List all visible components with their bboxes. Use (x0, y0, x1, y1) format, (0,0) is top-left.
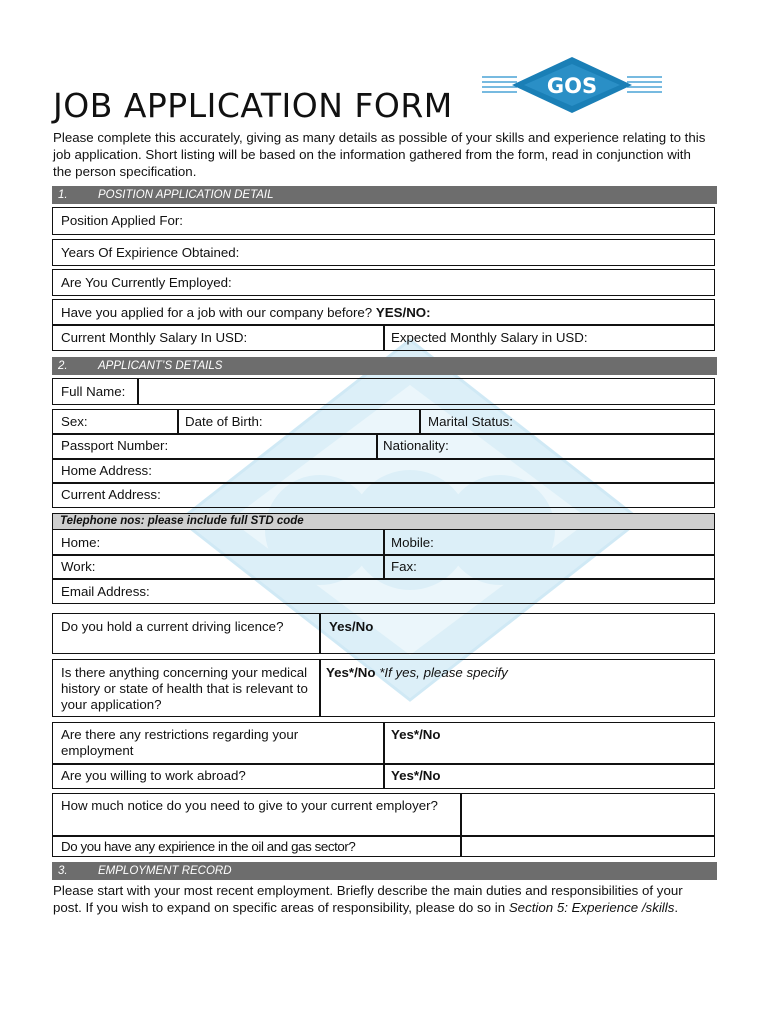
home-phone-label[interactable]: Home: (61, 535, 101, 550)
section-1-header (52, 186, 717, 204)
section-number: 3. (58, 865, 68, 877)
abroad-question: Are you willing to work abroad? (61, 768, 246, 783)
applied-before-label: Have you applied for a job with our company before? (61, 305, 373, 320)
abroad-answer[interactable]: Yes*/No (391, 768, 441, 783)
page-title: JOB APPLICATION FORM (53, 86, 453, 125)
mobile-phone-label[interactable]: Mobile: (391, 535, 434, 550)
dob-label[interactable]: Date of Birth: (185, 414, 263, 429)
divider (383, 529, 385, 578)
gos-logo (482, 55, 662, 117)
divider (319, 659, 321, 717)
divider (419, 409, 421, 433)
divider (52, 578, 715, 580)
section-2-header (52, 357, 717, 375)
current-address-label[interactable]: Current Address: (61, 487, 161, 502)
applied-before-row[interactable] (61, 305, 431, 321)
logo-text: GOS (546, 74, 598, 98)
divider (376, 433, 378, 458)
divider (177, 409, 179, 433)
experience-label: Years Of Expirience Obtained: (61, 245, 240, 260)
oil-gas-answer-field[interactable] (461, 836, 714, 856)
notice-answer-field[interactable] (461, 794, 714, 835)
work-phone-label[interactable]: Work: (61, 559, 96, 574)
section-label: EMPLOYMENT RECORD (98, 865, 232, 877)
divider (137, 378, 139, 405)
marital-status-label[interactable]: Marital Status: (428, 414, 513, 429)
divider (52, 433, 715, 435)
position-applied-label: Position Applied For: (61, 213, 183, 228)
passport-label[interactable]: Passport Number: (61, 438, 169, 453)
section-label: APPLICANT’S DETAILS (98, 360, 223, 372)
divider (52, 458, 715, 460)
experience-section-reference: Section 5: Experience /skills (508, 900, 675, 915)
currently-employed-label: Are You Currently Employed: (61, 275, 232, 290)
fax-label[interactable]: Fax: (391, 559, 417, 574)
home-address-label[interactable]: Home Address: (61, 463, 152, 478)
divider (383, 324, 385, 351)
restrictions-question: Are there any restrictions regarding your employment (61, 727, 299, 758)
oil-gas-question: Do you have any expirience in the oil and gas sector? (61, 839, 356, 854)
current-salary-label[interactable]: Current Monthly Salary In USD: (61, 330, 248, 345)
section-3-header (52, 862, 717, 880)
section-number: 2. (58, 360, 68, 372)
telephone-heading: Telephone nos: please include full STD code (52, 513, 715, 530)
driving-licence-answer[interactable]: Yes/No (329, 619, 374, 634)
medical-answer[interactable]: Yes*/No (326, 665, 376, 680)
sex-label[interactable]: Sex: (61, 414, 88, 429)
applied-before-answer[interactable]: YES/NO: (375, 305, 431, 320)
medical-answer-row[interactable] (326, 665, 508, 681)
section-number: 1. (58, 189, 68, 201)
divider (319, 613, 321, 654)
divider (383, 722, 385, 789)
employment-intro-end: . (674, 900, 679, 915)
restrictions-answer[interactable]: Yes*/No (391, 727, 441, 742)
notice-question: How much notice do you need to give to your current employer? (61, 798, 438, 813)
expected-salary-label[interactable]: Expected Monthly Salary in USD: (391, 330, 588, 345)
full-name-field[interactable] (52, 378, 715, 405)
nationality-label[interactable]: Nationality: (383, 438, 449, 453)
employment-intro-text: Please start with your most recent employment. Briefly describe the main duties and responsibilities of your post. If you wish to expand on specific areas of responsibility, please do so in (53, 883, 683, 915)
medical-question: Is there anything concerning your medical history or state of health that is relevant to your application? (61, 665, 308, 712)
email-label[interactable]: Email Address: (61, 584, 150, 599)
intro-text: Please complete this accurately, giving as many details as possible of your skills and experience relating to this job application. Short listing will be based on the information gathered from the form, read in conjunction with the person specification. (53, 130, 706, 179)
medical-note: *If yes, please specify (379, 665, 508, 680)
section-label: POSITION APPLICATION DETAIL (98, 189, 274, 201)
driving-licence-question: Do you hold a current driving licence? (61, 619, 284, 634)
divider (52, 482, 715, 484)
full-name-label: Full Name: (61, 384, 126, 399)
employment-record-intro (53, 882, 713, 916)
